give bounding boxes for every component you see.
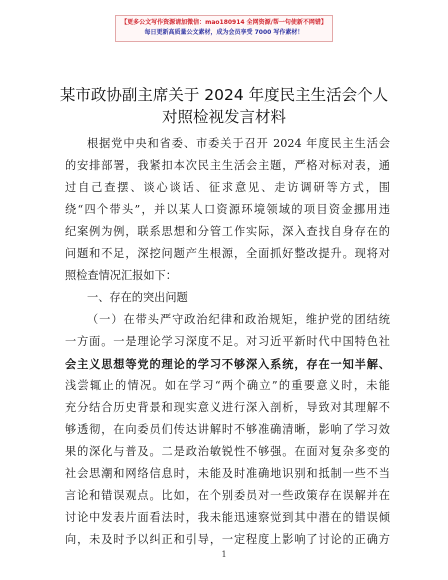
promo-banner-line-1: 【更多公文写作资源请加微信：mao180914 全网资源/帮一句使新不网错】 bbox=[121, 19, 327, 26]
paragraph-2-line: 够透彻，在向委员们传达讲解时不够准确清晰，影响了学习效 bbox=[65, 423, 390, 436]
paragraph-2-line: 果的深化与普及。二是政治敏锐性不够强。在面对复杂多变的 bbox=[65, 445, 390, 458]
paragraph-1-line: 的安排部署，我紧扣本次民主生活会主题，严格对标对表，通 bbox=[65, 159, 390, 172]
paragraph-2-line: 向，未及时予以纠正和引导，一定程度上影响了讨论的正确方 bbox=[65, 533, 390, 546]
document-title-line-2: 对照检视发言材料 bbox=[161, 108, 286, 126]
paragraph-2-line-bold bbox=[65, 353, 390, 375]
promo-banner bbox=[115, 15, 333, 42]
paragraph-2-line: 社会思潮和网络信息时，未能及时准确地识别和抵制一些不当 bbox=[65, 467, 390, 480]
paragraph-2-line: 一方面。一是理论学习深度不足。对习近平新时代中国特色社 bbox=[65, 335, 390, 348]
bold-text: 会主义思想等党的理论的学习不够深入系统，存在一知半解、 bbox=[65, 357, 390, 371]
paragraph-1-line: 过自己查摆、谈心谈话、征求意见、走访调研等方式，围 bbox=[65, 181, 390, 194]
paragraph-1-line: 纪案例为例，联系思想和分管工作实际，深入查找自身存在的 bbox=[65, 225, 390, 238]
paragraph-1-line: 照检查情况汇报如下： bbox=[65, 269, 177, 282]
promo-banner-line-2: 每日更新高质量公文素材，成为会员享受 7000 写作素材！ bbox=[144, 29, 304, 36]
paragraph-1-line: 问题和不足，深挖问题产生根源，全面抓好整改提升。现将对 bbox=[65, 247, 390, 260]
paragraph-2-line: 言论和错误观点。比如，在个别委员对一些政策存在误解并在 bbox=[65, 489, 390, 502]
page-number: 1 bbox=[221, 550, 227, 559]
paragraph-1-line: 根据党中央和省委、市委关于召开 2024 年度民主生活会 bbox=[87, 137, 390, 150]
document-body bbox=[65, 133, 390, 551]
paragraph-2-line: 讨论中发表片面看法时，我未能迅速察觉到其中潜在的错误倾 bbox=[65, 511, 390, 524]
section-heading-1: 一、存在的突出问题 bbox=[87, 291, 188, 304]
paragraph-2-line: （一）在带头严守政治纪律和政治规矩，维护党的团结统 bbox=[87, 313, 390, 326]
document-title-line-1: 某市政协副主席关于 2024 年度民主生活会个人 bbox=[59, 86, 389, 104]
paragraph-2-line: 充分结合历史背景和现实意义进行深入剖析，导致对其理解不 bbox=[65, 401, 390, 414]
paragraph-1-line: 绕“四个带头”，并以某人口资源环境领域的项目资金挪用违 bbox=[65, 203, 390, 216]
paragraph-2-line: 浅尝辄止的情况。如在学习“两个确立”的重要意义时，未能 bbox=[65, 379, 390, 392]
